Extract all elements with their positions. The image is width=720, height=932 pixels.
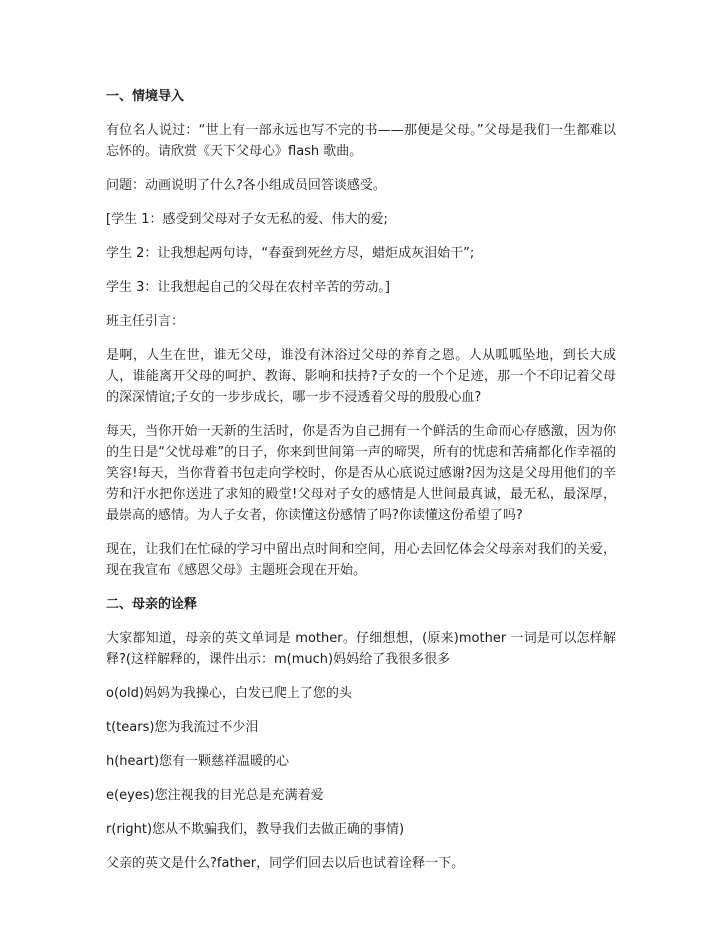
- intro-paragraph: 有位名人说过：“世上有一部永远也写不完的书——那便是父母。”父母是我们一生都难以忘怀的。请欣赏《天下父母心》flash 歌曲。: [106, 123, 616, 159]
- section-heading-mother: 二、母亲的诠释: [106, 597, 198, 612]
- student-1-answer: [学生 1：感受到父母对子女无私的爱、伟大的爱;: [106, 212, 388, 227]
- student-3-answer: 学生 3：让我想起自己的父母在农村辛苦的劳动。]: [106, 280, 390, 295]
- teacher-paragraph-2: 每天，当你开始一天新的生活时，你是否为自己拥有一个鲜活的生命而心存感激，因为你的生日是“父忧母难”的日子，你来到世间第一声的啼哭，所有的忧虑和苦痛都化作幸福的笑容!每天，当你背着书包走向学校时，你是否从心底说过感谢?因为这是父母用他们的辛劳和汗水把你送进了求知的殿堂!父母对子女的感情是人世间最真诚，最无私，最深厚，最崇高的感情。为人子女者，你读懂这份感情了吗?你读懂这份希望了吗?: [106, 424, 616, 523]
- student-2-answer: 学生 2：让我想起两句诗，“春蚕到死丝方尽，蜡炬成灰泪始干”;: [106, 246, 475, 261]
- teacher-intro-label: 班主任引言：: [106, 314, 185, 329]
- document-page: [106, 86, 616, 887]
- mother-line-t: t(tears)您为我流过不少泪: [106, 720, 259, 735]
- section-heading-situation-intro: 一、情境导入: [106, 89, 185, 104]
- mother-line-h: h(heart)您有一颗慈祥温暖的心: [106, 754, 290, 769]
- teacher-paragraph-1: 是啊，人生在世，谁无父母，谁没有沐浴过父母的养育之恩。人从呱呱坠地，到长大成人，谁能离开父母的呵护、教诲、影响和扶持?子女的一个个足迹，那一个不印记着父母的深深情谊;子女的一步步成长，哪一步不浸透着父母的殷殷心血?: [106, 348, 616, 405]
- mother-intro-paragraph: 大家都知道，母亲的英文单词是 mother。仔细想想，(原来)mother 一词是可以怎样解释?(这样解释的，课件出示：m(much)妈妈给了我很多很多: [106, 631, 616, 667]
- mother-line-o: o(old)妈妈为我操心，白发已爬上了您的头: [106, 686, 352, 701]
- teacher-paragraph-3: 现在，让我们在忙碌的学习中留出点时间和空间，用心去回忆体会父母亲对我们的关爱，现在我宣布《感恩父母》主题班会现在开始。: [106, 542, 616, 578]
- mother-line-r: r(right)您从不欺骗我们，教导我们去做正确的事情): [106, 822, 405, 837]
- question-paragraph: 问题：动画说明了什么?各小组成员回答谈感受。: [106, 178, 386, 193]
- mother-line-e: e(eyes)您注视我的目光总是充满着爱: [106, 788, 324, 803]
- father-paragraph: 父亲的英文是什么?father，同学们回去以后也试着诠释一下。: [106, 856, 465, 871]
